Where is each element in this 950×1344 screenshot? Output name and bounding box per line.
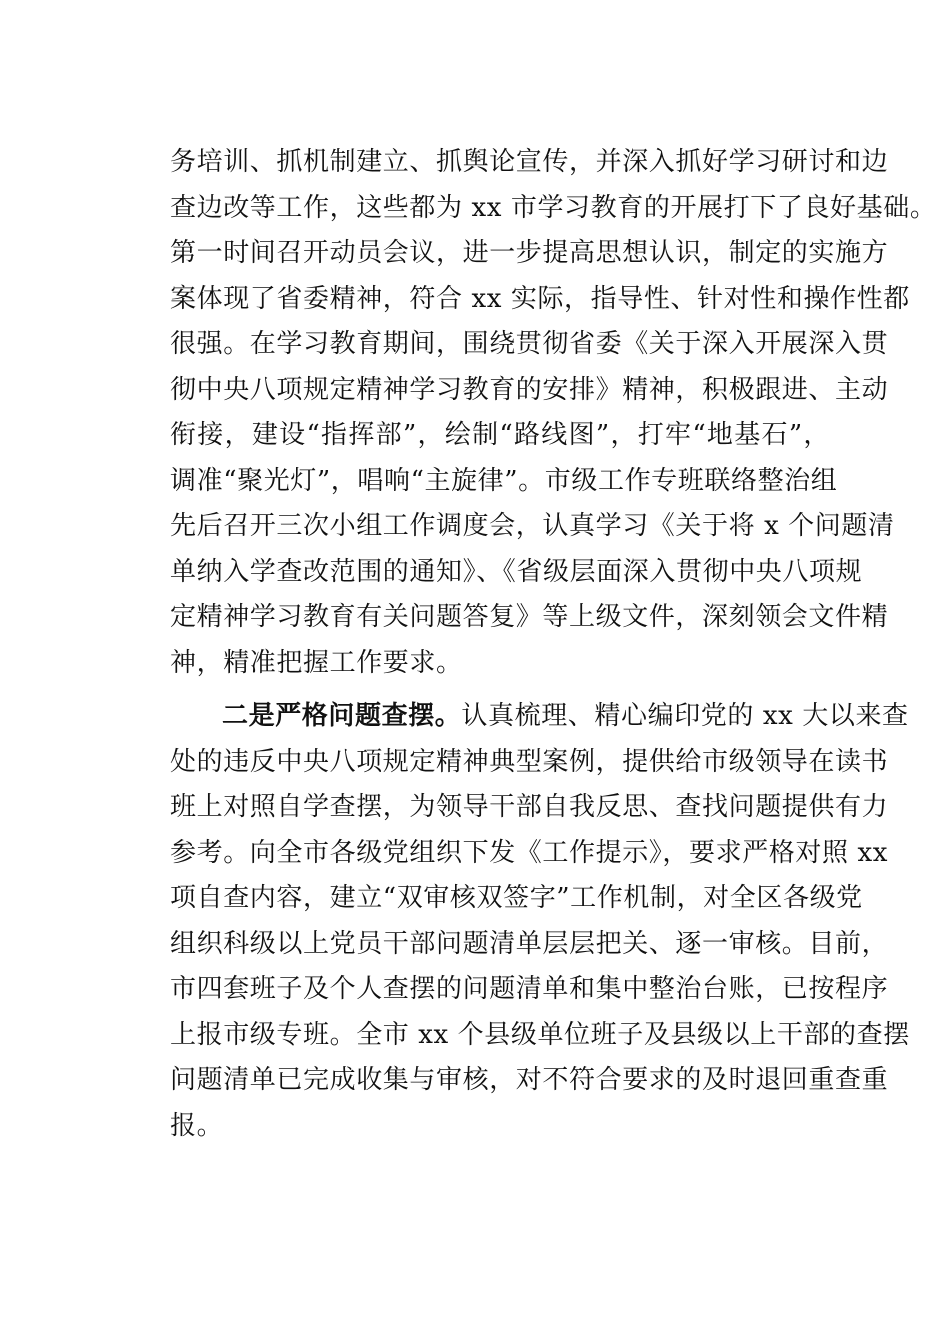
- text-line: 处的违反中央八项规定精神典型案例，提供给市级领导在读书: [170, 746, 889, 777]
- text-line: 衔接，建设“指挥部”，绘制“路线图”，打牢“地基石”，: [170, 420, 830, 450]
- paragraph-spacer: [170, 686, 830, 694]
- text-line: 调准“聚光灯”，唱响“主旋律”。市级工作专班联络整治组: [170, 465, 838, 496]
- section-heading: 二是严格问题查摆。: [222, 701, 462, 731]
- text-line: 报。: [170, 1110, 224, 1141]
- text-line: 班上对照自学查摆，为领导干部自我反思、查找问题提供有力: [170, 792, 889, 822]
- text-line: 神，精准把握工作要求。: [170, 647, 463, 678]
- text-line: 彻中央八项规定精神学习教育的安排》精神，积极跟进、主动: [170, 374, 889, 405]
- text-line: 先后召开三次小组工作调度会，认真学习《关于将 x 个问题清: [170, 511, 895, 541]
- paragraph-2: [170, 694, 910, 1149]
- text-line: 定精神学习教育有关问题答复》等上级文件，深刻领会文件精: [170, 602, 889, 632]
- text-line: 组织科级以上党员干部问题清单层层把关、逐一审核。目前，: [170, 928, 889, 959]
- text-line: 案体现了省委精神，符合 xx 实际，指导性、针对性和操作性都: [170, 283, 910, 314]
- text-line: 务培训、抓机制建立、抓舆论宣传，并深入抓好学习研讨和边: [170, 147, 889, 177]
- heading-continuation: 认真梳理、精心编印党的 xx 大以来查: [461, 701, 909, 731]
- text-line: 查边改等工作，这些都为 xx 市学习教育的开展打下了良好基础。: [170, 192, 937, 223]
- paragraph-1: [170, 140, 937, 686]
- text-line: 第一时间召开动员会议，进一步提高思想认识，制定的实施方: [170, 238, 889, 268]
- text-line: 上报市级专班。全市 xx 个县级单位班子及县级以上干部的查摆: [170, 1019, 910, 1050]
- text-line: 很强。在学习教育期间，围绕贯彻省委《关于深入开展深入贯: [170, 329, 889, 359]
- document-body: [170, 140, 937, 1149]
- text-line: 参考。向全市各级党组织下发《工作提示》，要求严格对照 xx: [170, 837, 888, 868]
- text-line: 问题清单已完成收集与审核，对不符合要求的及时退回重查重: [170, 1065, 889, 1095]
- text-line: 项自查内容，建立“双审核双签字”工作机制，对全区各级党: [170, 883, 863, 913]
- text-line: 单纳入学查改范围的通知》、《省级层面深入贯彻中央八项规: [170, 556, 863, 587]
- text-line: 市四套班子及个人查摆的问题清单和集中整治台账，已按程序: [170, 974, 889, 1004]
- paragraph-first-line: [170, 694, 909, 740]
